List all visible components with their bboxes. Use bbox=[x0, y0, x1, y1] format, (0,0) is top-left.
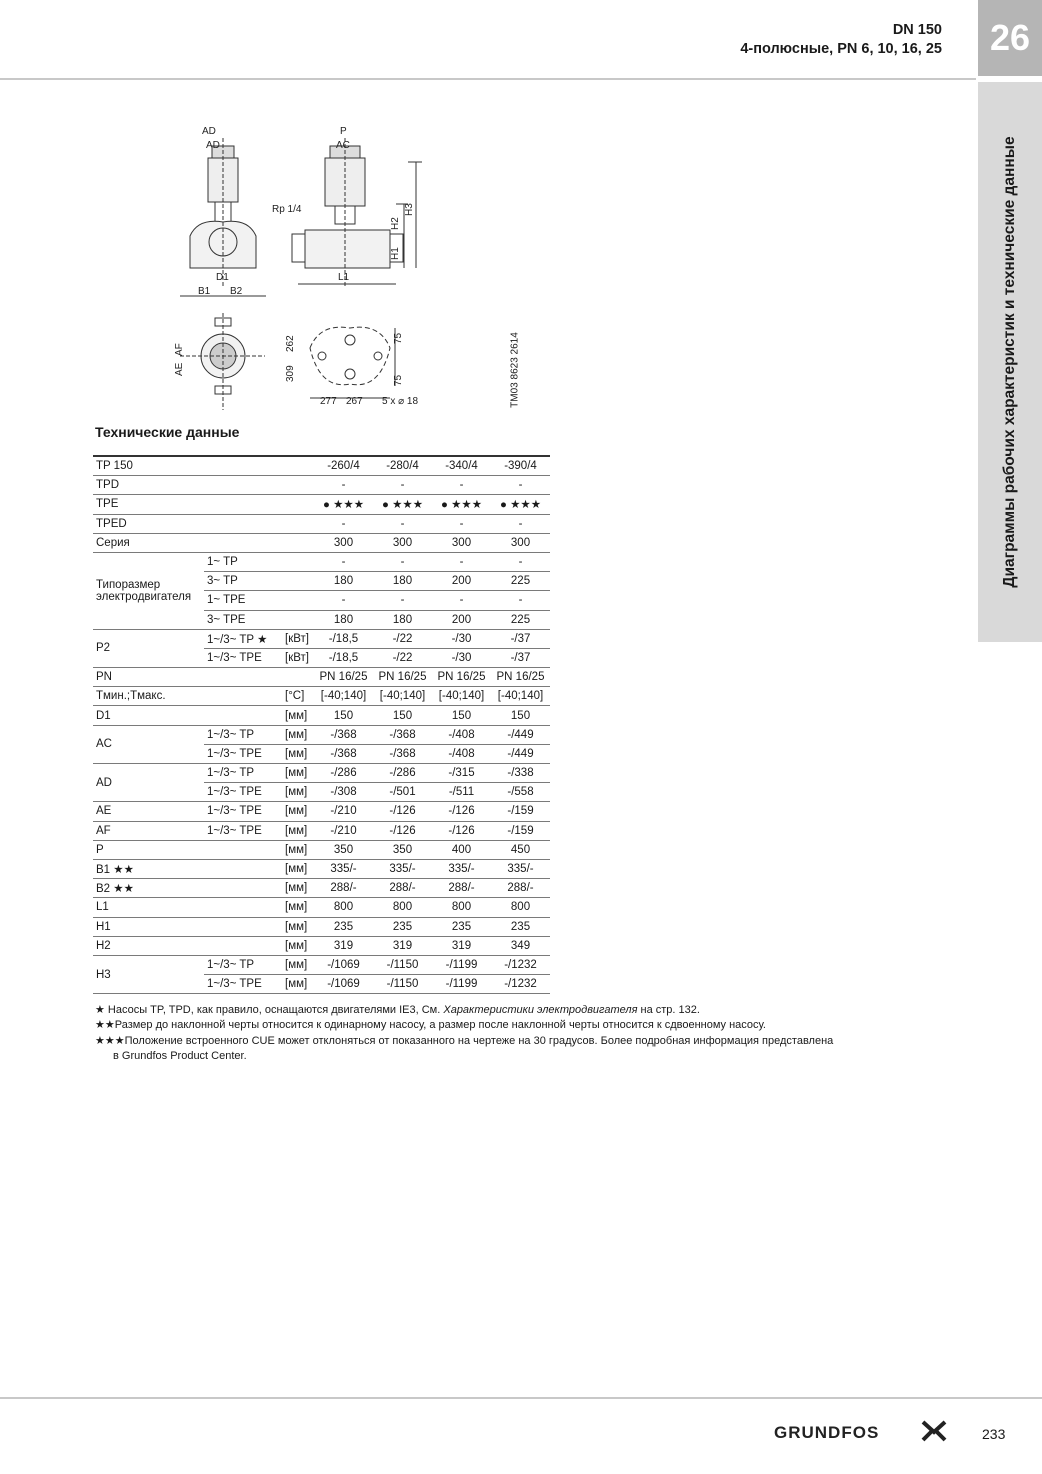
table-cell: PN 16/25 bbox=[491, 668, 550, 687]
table-cell: 335/- bbox=[314, 859, 373, 878]
table-cell: 3~ TP bbox=[204, 572, 282, 591]
table-cell: -/368 bbox=[373, 744, 432, 763]
table-cell: TPD bbox=[93, 476, 204, 495]
table-cell: 450 bbox=[491, 840, 550, 859]
table-cell: -/1069 bbox=[314, 975, 373, 994]
table-cell: - bbox=[432, 476, 491, 495]
table-row bbox=[93, 533, 550, 552]
table-cell: PN 16/25 bbox=[373, 668, 432, 687]
table-cell: - bbox=[373, 552, 432, 571]
table-cell bbox=[282, 591, 314, 610]
table-cell bbox=[282, 572, 314, 591]
table-cell: -/1150 bbox=[373, 975, 432, 994]
table-cell: 150 bbox=[432, 706, 491, 725]
svg-text:262: 262 bbox=[285, 335, 296, 352]
table-cell: ● ★★★ bbox=[373, 495, 432, 514]
table-cell bbox=[204, 840, 282, 859]
footnote-2: ★★Размер до наклонной черты относится к одинарному насосу, а размер после наклонной черты относится к сдвоенному насосу. bbox=[95, 1019, 766, 1032]
table-cell: 1~/3~ TP bbox=[204, 725, 282, 744]
svg-text:75: 75 bbox=[393, 332, 404, 344]
table-cell bbox=[204, 859, 282, 878]
grundfos-logo: GRUNDFOS bbox=[774, 1423, 880, 1442]
table-cell: 180 bbox=[373, 610, 432, 629]
table-cell: - bbox=[491, 591, 550, 610]
svg-text:5 x ⌀ 18: 5 x ⌀ 18 bbox=[382, 396, 419, 407]
table-cell: - bbox=[373, 514, 432, 533]
table-cell: -/159 bbox=[491, 802, 550, 821]
table-cell: -/22 bbox=[373, 629, 432, 648]
table-row bbox=[93, 476, 550, 495]
table-cell: PN bbox=[93, 668, 204, 687]
table-cell: -/308 bbox=[314, 783, 373, 802]
table-cell: 1~/3~ TP bbox=[204, 955, 282, 974]
side-tab-label: Диаграммы рабочих характеристик и технические данные bbox=[1001, 136, 1018, 588]
table-cell: [мм] bbox=[282, 802, 314, 821]
table-row bbox=[93, 552, 550, 571]
page-header-title bbox=[740, 21, 942, 59]
svg-text:H2: H2 bbox=[390, 217, 401, 230]
pump-dimension-drawing bbox=[160, 118, 540, 418]
table-cell: - bbox=[314, 476, 373, 495]
table-cell: [мм] bbox=[282, 783, 314, 802]
table-cell: [кВт] bbox=[282, 648, 314, 667]
table-cell: 200 bbox=[432, 610, 491, 629]
table-cell: 3~ TPE bbox=[204, 610, 282, 629]
svg-text:277: 277 bbox=[320, 396, 337, 407]
table-row bbox=[93, 859, 550, 878]
table-cell: -/1150 bbox=[373, 955, 432, 974]
table-cell: AE bbox=[93, 802, 204, 821]
svg-text:AC: AC bbox=[336, 140, 350, 151]
table-row bbox=[93, 668, 550, 687]
table-group-label: Типоразмер электродвигателя bbox=[93, 552, 204, 629]
table-cell: ● ★★★ bbox=[314, 495, 373, 514]
table-cell: -/126 bbox=[432, 821, 491, 840]
table-cell: 335/- bbox=[373, 859, 432, 878]
table-cell: - bbox=[432, 552, 491, 571]
table-cell: -/286 bbox=[373, 764, 432, 783]
table-cell: [мм] bbox=[282, 764, 314, 783]
table-cell: D1 bbox=[93, 706, 204, 725]
page-number: 233 bbox=[982, 1426, 1006, 1442]
table-cell: - bbox=[373, 591, 432, 610]
table-cell: 800 bbox=[432, 898, 491, 917]
table-cell: [мм] bbox=[282, 725, 314, 744]
table-cell: 235 bbox=[491, 917, 550, 936]
svg-text:AE: AE bbox=[174, 362, 185, 376]
table-cell: H2 bbox=[93, 936, 204, 955]
table-cell: 300 bbox=[491, 533, 550, 552]
footnote-3-continuation: в Grundfos Product Center. bbox=[113, 1049, 247, 1062]
table-row bbox=[93, 917, 550, 936]
table-cell: -/511 bbox=[432, 783, 491, 802]
table-cell: -280/4 bbox=[373, 456, 432, 476]
table-cell: 349 bbox=[491, 936, 550, 955]
table-cell: 288/- bbox=[314, 879, 373, 898]
table-cell: 150 bbox=[491, 706, 550, 725]
table-cell: -/449 bbox=[491, 725, 550, 744]
table-cell: [мм] bbox=[282, 975, 314, 994]
footer-divider bbox=[0, 1397, 1042, 1399]
table-row bbox=[93, 802, 550, 821]
table-cell: - bbox=[373, 476, 432, 495]
table-cell: 288/- bbox=[491, 879, 550, 898]
table-cell: TP 150 bbox=[93, 456, 204, 476]
svg-text:267: 267 bbox=[346, 396, 363, 407]
table-cell: -/1232 bbox=[491, 975, 550, 994]
table-cell: -/37 bbox=[491, 629, 550, 648]
table-cell bbox=[282, 610, 314, 629]
table-cell: 1~/3~ TP ★ bbox=[204, 629, 282, 648]
grundfos-logo-icon bbox=[920, 1418, 948, 1444]
table-cell: [°C] bbox=[282, 687, 314, 706]
table-row bbox=[93, 706, 550, 725]
technical-data-table bbox=[93, 455, 550, 994]
table-cell: -/408 bbox=[432, 744, 491, 763]
svg-text:AD: AD bbox=[206, 140, 220, 151]
svg-text:Rp 1/4: Rp 1/4 bbox=[272, 204, 302, 215]
table-group-label: AC bbox=[93, 725, 204, 763]
table-row bbox=[93, 936, 550, 955]
table-cell bbox=[204, 456, 282, 476]
table-row bbox=[93, 764, 550, 783]
footnote-1-page: на стр. 132. bbox=[637, 1004, 700, 1016]
table-cell: 288/- bbox=[373, 879, 432, 898]
table-cell bbox=[282, 668, 314, 687]
svg-text:75: 75 bbox=[393, 374, 404, 386]
table-cell: 180 bbox=[314, 610, 373, 629]
header-line-2: 4-полюсные, PN 6, 10, 16, 25 bbox=[740, 41, 942, 57]
table-cell: -/286 bbox=[314, 764, 373, 783]
table-cell: 225 bbox=[491, 572, 550, 591]
table-cell: 225 bbox=[491, 610, 550, 629]
svg-text:H3: H3 bbox=[404, 203, 415, 216]
table-cell: [-40;140] bbox=[314, 687, 373, 706]
table-cell: -340/4 bbox=[432, 456, 491, 476]
table-cell: [кВт] bbox=[282, 629, 314, 648]
table-cell: - bbox=[491, 514, 550, 533]
table-cell: - bbox=[491, 552, 550, 571]
table-cell bbox=[204, 936, 282, 955]
svg-text:B1: B1 bbox=[198, 286, 211, 297]
table-cell: Tмин.;Tмакс. bbox=[93, 687, 204, 706]
table-cell: -/558 bbox=[491, 783, 550, 802]
header-line-1: DN 150 bbox=[892, 22, 942, 38]
table-cell bbox=[204, 533, 282, 552]
table-cell bbox=[204, 514, 282, 533]
table-cell: -/1232 bbox=[491, 955, 550, 974]
table-cell: ● ★★★ bbox=[491, 495, 550, 514]
table-cell: 235 bbox=[432, 917, 491, 936]
table-cell: H1 bbox=[93, 917, 204, 936]
table-cell: 180 bbox=[314, 572, 373, 591]
table-cell: -/1199 bbox=[432, 975, 491, 994]
table-cell: [мм] bbox=[282, 859, 314, 878]
table-cell: [-40;140] bbox=[432, 687, 491, 706]
table-group-label: P2 bbox=[93, 629, 204, 667]
svg-text:P: P bbox=[340, 126, 347, 137]
table-cell: [мм] bbox=[282, 706, 314, 725]
table-cell: [-40;140] bbox=[373, 687, 432, 706]
table-cell: - bbox=[432, 591, 491, 610]
table-cell bbox=[204, 495, 282, 514]
table-cell: AF bbox=[93, 821, 204, 840]
table-cell bbox=[282, 476, 314, 495]
table-cell: [мм] bbox=[282, 744, 314, 763]
table-row bbox=[93, 725, 550, 744]
table-cell bbox=[282, 552, 314, 571]
footnote-1 bbox=[95, 1003, 955, 1018]
table-cell bbox=[204, 917, 282, 936]
table-cell: -/368 bbox=[314, 744, 373, 763]
table-group-label: AD bbox=[93, 764, 204, 802]
table-cell: - bbox=[432, 514, 491, 533]
table-cell: 1~/3~ TPE bbox=[204, 744, 282, 763]
table-cell: ● ★★★ bbox=[432, 495, 491, 514]
table-cell: 180 bbox=[373, 572, 432, 591]
table-cell: 1~/3~ TPE bbox=[204, 821, 282, 840]
footnotes bbox=[95, 1003, 955, 1064]
svg-text:309: 309 bbox=[285, 365, 296, 382]
table-cell: -/408 bbox=[432, 725, 491, 744]
table-cell: 300 bbox=[314, 533, 373, 552]
table-cell: 1~/3~ TPE bbox=[204, 783, 282, 802]
table-cell: [мм] bbox=[282, 840, 314, 859]
svg-text:L1: L1 bbox=[338, 272, 350, 283]
table-cell: [мм] bbox=[282, 898, 314, 917]
table-cell: 235 bbox=[314, 917, 373, 936]
table-cell bbox=[204, 687, 282, 706]
table-cell: 150 bbox=[314, 706, 373, 725]
section-title: Технические данные bbox=[95, 424, 240, 440]
table-cell: 1~ TPE bbox=[204, 591, 282, 610]
table-row bbox=[93, 898, 550, 917]
table-cell bbox=[204, 879, 282, 898]
table-cell: 335/- bbox=[432, 859, 491, 878]
table-cell: -/368 bbox=[373, 725, 432, 744]
svg-text:AD: AD bbox=[202, 126, 216, 137]
table-cell: TPED bbox=[93, 514, 204, 533]
table-cell: -/22 bbox=[373, 648, 432, 667]
table-row bbox=[93, 514, 550, 533]
svg-text:D1: D1 bbox=[216, 272, 229, 283]
table-cell: 400 bbox=[432, 840, 491, 859]
table-cell: -/126 bbox=[373, 821, 432, 840]
table-cell: -/368 bbox=[314, 725, 373, 744]
table-cell: -/18,5 bbox=[314, 648, 373, 667]
footnote-1-text: ★ Насосы TP, TPD, как правило, оснащаются двигателями IE3, См. bbox=[95, 1004, 444, 1016]
table-cell: 1~/3~ TPE bbox=[204, 802, 282, 821]
table-cell: -/1069 bbox=[314, 955, 373, 974]
table-cell: [-40;140] bbox=[491, 687, 550, 706]
drawing-reference-code: TM03 8623 2614 bbox=[509, 332, 521, 408]
table-cell: [мм] bbox=[282, 879, 314, 898]
table-cell bbox=[282, 456, 314, 476]
table-cell: -390/4 bbox=[491, 456, 550, 476]
header-divider bbox=[0, 78, 976, 80]
table-cell: - bbox=[314, 591, 373, 610]
table-cell: - bbox=[314, 514, 373, 533]
table-cell: L1 bbox=[93, 898, 204, 917]
table-cell: [мм] bbox=[282, 821, 314, 840]
table-cell: -260/4 bbox=[314, 456, 373, 476]
table-cell: 800 bbox=[314, 898, 373, 917]
svg-text:H1: H1 bbox=[390, 247, 401, 260]
table-cell: B2 ★★ bbox=[93, 879, 204, 898]
table-cell: -/315 bbox=[432, 764, 491, 783]
table-row bbox=[93, 629, 550, 648]
table-row bbox=[93, 687, 550, 706]
svg-text:AF: AF bbox=[174, 343, 185, 356]
table-cell: 319 bbox=[432, 936, 491, 955]
table-cell: B1 ★★ bbox=[93, 859, 204, 878]
table-cell: TPE bbox=[93, 495, 204, 514]
table-cell: 800 bbox=[373, 898, 432, 917]
table-cell: P bbox=[93, 840, 204, 859]
table-cell: -/18,5 bbox=[314, 629, 373, 648]
table-cell: 150 bbox=[373, 706, 432, 725]
table-cell: 1~/3~ TPE bbox=[204, 648, 282, 667]
table-cell: PN 16/25 bbox=[432, 668, 491, 687]
table-cell: -/338 bbox=[491, 764, 550, 783]
table-cell bbox=[204, 476, 282, 495]
table-cell: 300 bbox=[432, 533, 491, 552]
table-cell: [мм] bbox=[282, 917, 314, 936]
table-cell bbox=[204, 706, 282, 725]
table-cell: -/30 bbox=[432, 629, 491, 648]
table-cell: PN 16/25 bbox=[314, 668, 373, 687]
table-cell: -/30 bbox=[432, 648, 491, 667]
table-cell: -/449 bbox=[491, 744, 550, 763]
table-cell: -/210 bbox=[314, 802, 373, 821]
table-cell: -/1199 bbox=[432, 955, 491, 974]
table-cell: -/37 bbox=[491, 648, 550, 667]
table-cell: -/159 bbox=[491, 821, 550, 840]
footnote-3: ★★★Положение встроенного CUE может отклоняться от показанного на чертеже на 30 градусов. Более подробная информация представлена bbox=[95, 1034, 834, 1047]
table-cell: 1~/3~ TP bbox=[204, 764, 282, 783]
table-cell: 319 bbox=[314, 936, 373, 955]
table-cell: 1~ TP bbox=[204, 552, 282, 571]
table-cell: -/501 bbox=[373, 783, 432, 802]
table-cell: 350 bbox=[314, 840, 373, 859]
table-cell: - bbox=[491, 476, 550, 495]
chapter-number-box: 26 bbox=[978, 0, 1042, 76]
table-cell: [мм] bbox=[282, 936, 314, 955]
table-cell: -/210 bbox=[314, 821, 373, 840]
table-row bbox=[93, 456, 550, 476]
table-cell: - bbox=[314, 552, 373, 571]
table-cell: [мм] bbox=[282, 955, 314, 974]
table-row bbox=[93, 821, 550, 840]
footnote-1-reference: Характеристики электродвигателя bbox=[443, 1004, 638, 1016]
table-cell bbox=[204, 668, 282, 687]
table-cell: 350 bbox=[373, 840, 432, 859]
table-row bbox=[93, 879, 550, 898]
table-cell: 300 bbox=[373, 533, 432, 552]
table-cell: -/126 bbox=[373, 802, 432, 821]
table-cell: -/126 bbox=[432, 802, 491, 821]
table-cell: 200 bbox=[432, 572, 491, 591]
table-row bbox=[93, 840, 550, 859]
table-cell: 288/- bbox=[432, 879, 491, 898]
table-cell bbox=[204, 898, 282, 917]
svg-text:B2: B2 bbox=[230, 286, 243, 297]
table-row bbox=[93, 495, 550, 514]
table-cell: 319 bbox=[373, 936, 432, 955]
table-cell: 800 bbox=[491, 898, 550, 917]
table-cell: 1~/3~ TPE bbox=[204, 975, 282, 994]
table-row bbox=[93, 955, 550, 974]
table-cell: 235 bbox=[373, 917, 432, 936]
table-cell bbox=[282, 514, 314, 533]
table-group-label: H3 bbox=[93, 955, 204, 993]
table-cell bbox=[282, 533, 314, 552]
table-cell: 335/- bbox=[491, 859, 550, 878]
table-cell bbox=[282, 495, 314, 514]
table-cell: Серия bbox=[93, 533, 204, 552]
